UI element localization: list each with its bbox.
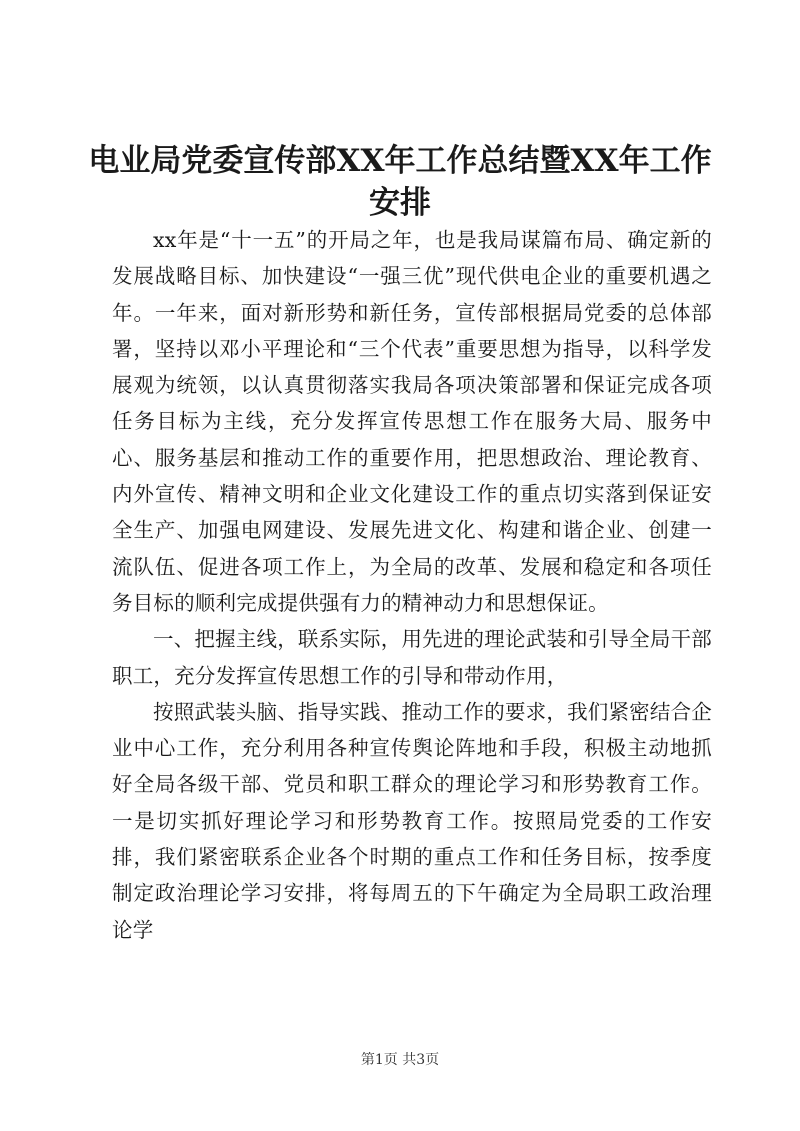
paragraph-intro: xx年是“十一五”的开局之年，也是我局谋篇布局、确定新的发展战略目标、加快建设“一强三优”现代供电企业的重要机遇之年。一年来，面对新形势和新任务，宣传部根据局党委的总体部署，坚持以邓小平理论和“三个代表”重要思想为指导，以科学发展观为统领，以认真贯彻落实我局各项决策部署和保证完成各项任务目标为主线，充分发挥宣传思想工作在服务大局、服务中心、服务基层和推动工作的重要作用，把思想政治、理论教育、内外宣传、精神文明和企业文化建设工作的重点切实落到保证安全生产、加强电网建设、发展先进文化、构建和谐企业、创建一流队伍、促进各项工作上，为全局的改革、发展和稳定和各项任务目标的顺利完成提供强有力的精神动力和思想保证。 <box>112 228 712 615</box>
document-body <box>112 222 712 948</box>
document-title: 电业局党委宣传部XX年工作总结暨XX年工作安排 <box>88 143 712 221</box>
page-number-footer: 第1页 共3页 <box>360 1052 440 1068</box>
paragraph-section-body: 按照武装头脑、指导实践、推动工作的要求，我们紧密结合企业中心工作，充分利用各种宣传舆论阵地和手段，积极主动地抓好全局各级干部、党员和职工群众的理论学习和形势教育工作。一是切实抓好理论学习和形势教育工作。按照局党委的工作安排，我们紧密联系企业各个时期的重点工作和任务目标，按季度制定政治理论学习安排，将每周五的下午确定为全局职工政治理论学 <box>112 699 712 942</box>
paragraph-section-heading: 一、把握主线，联系实际，用先进的理论武装和引导全局干部职工，充分发挥宣传思想工作的引导和带动作用， <box>112 627 712 688</box>
